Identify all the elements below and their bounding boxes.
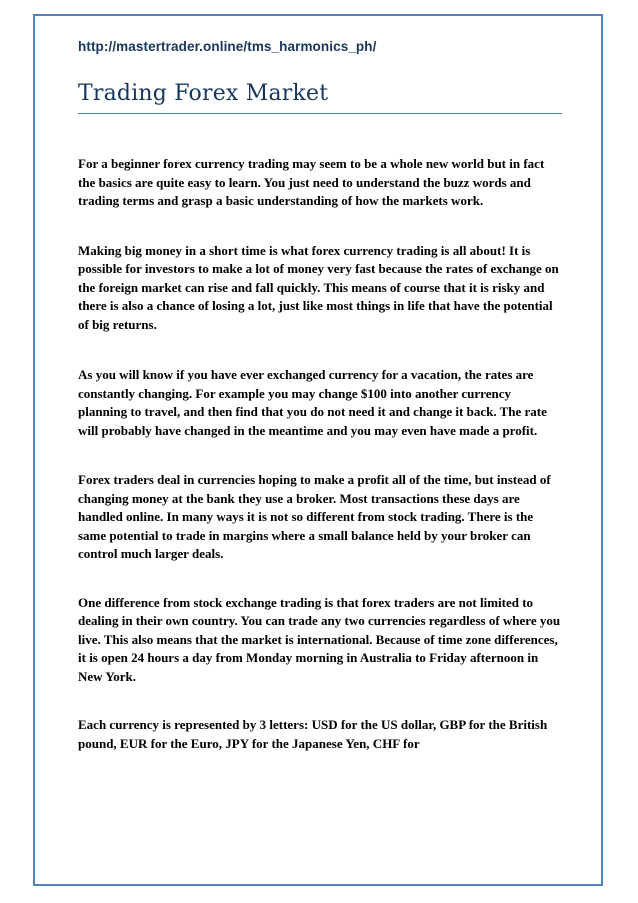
document-title: Trading Forex Market bbox=[78, 81, 329, 106]
header-url: http://mastertrader.online/tms_harmonics_ph/ bbox=[78, 39, 377, 54]
paragraph-4: Forex traders deal in currencies hoping to make a profit all of the time, but instead of changing money at the bank they use a broker. Most transactions these days are handled online. In many ways it is not so different from stock trading. There is the same potential to trade in margins where a small balance held by your broker can control much larger deals. bbox=[78, 472, 551, 561]
paragraph-3: As you will know if you have ever exchanged currency for a vacation, the rates are constantly changing. For example you may change $100 into another currency planning to travel, and then find that you do not need it and change it back. The rate will probably have changed in the meantime and you may even have made a profit. bbox=[78, 367, 547, 438]
title-underline bbox=[78, 113, 562, 114]
document-body bbox=[78, 155, 562, 784]
paragraph-1: For a beginner forex currency trading may seem to be a whole new world but in fact the basics are quite easy to learn. You just need to understand the buzz words and trading terms and grasp a basic understanding of how the markets work. bbox=[78, 156, 545, 208]
paragraph-2: Making big money in a short time is what forex currency trading is all about! It is possible for investors to make a lot of money very fast because the rates of exchange on the foreign market can rise and fall quickly. This means of course that it is risky and there is also a chance of losing a lot, just like most things in life that have the potential of big returns. bbox=[78, 242, 559, 332]
paragraph-5: One difference from stock exchange trading is that forex traders are not limited to dealing in their own country. You can trade any two currencies regardless of where you live. This also means that the market is international. Because of time zone differences, it is open 24 hours a day from Monday morning in Australia to Friday afternoon in New York. bbox=[78, 594, 561, 684]
paragraph-6: Each currency is represented by 3 letters: USD for the US dollar, GBP for the British pound, EUR for the Euro, JPY for the Japanese Yen, CHF for bbox=[78, 717, 548, 751]
